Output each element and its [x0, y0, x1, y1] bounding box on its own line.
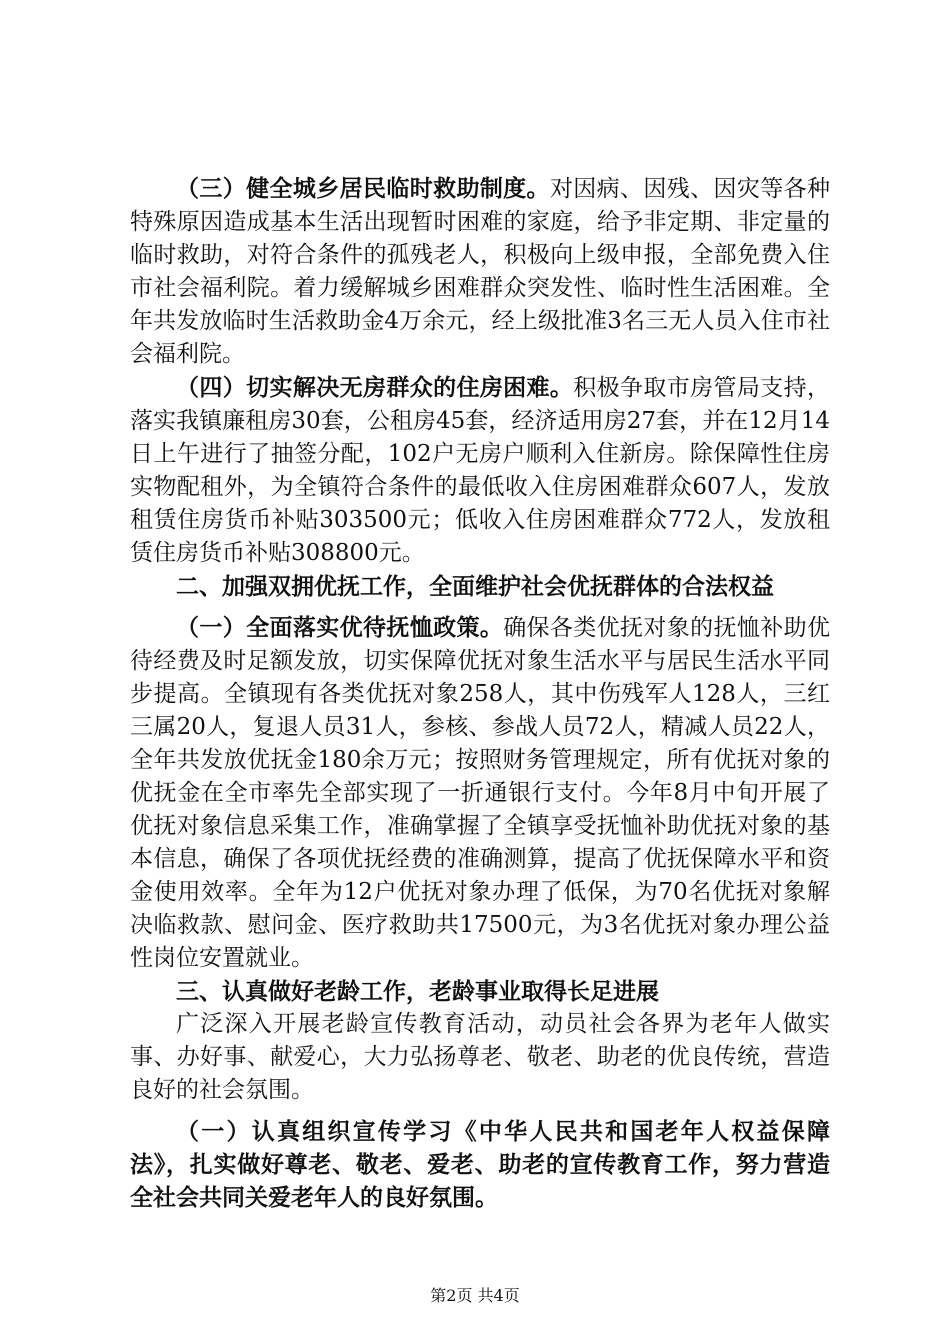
subheading-temporary-relief: （三）健全城乡居民临时救助制度。 — [176, 175, 550, 202]
page-number: 第2页 共4页 — [430, 1286, 520, 1305]
paragraph-text: 确保各类优抚对象的抚恤补助优待经费及时足额发放，切实保障优抚对象生活水平与居民生活水平同步提高。全镇现有各类优抚对象258人，其中伤残军人128人，三红三属20人，复退人员31人，参核、参战人员72人，精减人员22人，全年共发放优抚金180余万元；按照财务管理规定，所有优抚对象的优抚金在全市率先全部实现了一折通银行支付。今年8月中旬开展了优抚对象信息采集工作，准确掌握了全镇享受抚恤补助优抚对象的基本信息，确保了各项优抚经费的准确测算，提高了优抚保障水平和资金使用效率。全年为12户优抚对象办理了低保，为70名优抚对象解决临救款、慰问金、医疗救助共17500元，为3名优抚对象办理公益性岗位安置就业。 — [130, 615, 831, 971]
paragraph-text: 积极争取市房管局支持，落实我镇廉租房30套，公租房45套，经济适用房27套，并在12月14日上午进行了抽签分配，102户无房户顺利入住新房。除保障性住房实物配租外，为全镇符合条件的最低收入住房困难群众607人，发放租赁住房货币补贴303500元；低收入住房困难群众772人，发放租赁住房货币补贴308800元。 — [130, 375, 831, 566]
paragraph-elderly-law: （一）认真组织宣传学习《中华人民共和国老年人权益保障法》，扎实做好尊老、敬老、爱老、助老的宣传教育工作，努力营造全社会共同关爱老年人的良好氛围。 — [130, 1118, 830, 1211]
document-body — [130, 172, 830, 1214]
subheading-preferential-policy: （一）全面落实优待抚恤政策。 — [176, 614, 504, 641]
paragraph-temporary-relief — [130, 172, 830, 371]
paragraph-text: 对因病、因残、因灾等各种特殊原因造成基本生活出现暂时困难的家庭，给予非定期、非定量的临时救助，对符合条件的孤残老人，积极向上级申报，全部免费入住市社会福利院。着力缓解城乡困难群众突发性、临时性生活困难。全年共发放临时生活救助金4万余元，经上级批准3名三无人员入住市社会福利院。 — [130, 176, 831, 367]
paragraph-elderly-intro: 广泛深入开展老龄宣传教育活动，动员社会各界为老年人做实事、办好事、献爱心，大力弘扬尊老、敬老、助老的优良传统，营造良好的社会氛围。 — [130, 1011, 830, 1103]
paragraph-housing — [130, 371, 830, 570]
paragraph-preferential-policy — [130, 611, 830, 975]
section-heading-3: 三、认真做好老龄工作，老龄事业取得长足进展 — [176, 978, 659, 1005]
section-heading-2: 二、加强双拥优抚工作，全面维护社会优抚群体的合法权益 — [176, 573, 774, 600]
subheading-housing: （四）切实解决无房群众的住房困难。 — [176, 374, 574, 401]
